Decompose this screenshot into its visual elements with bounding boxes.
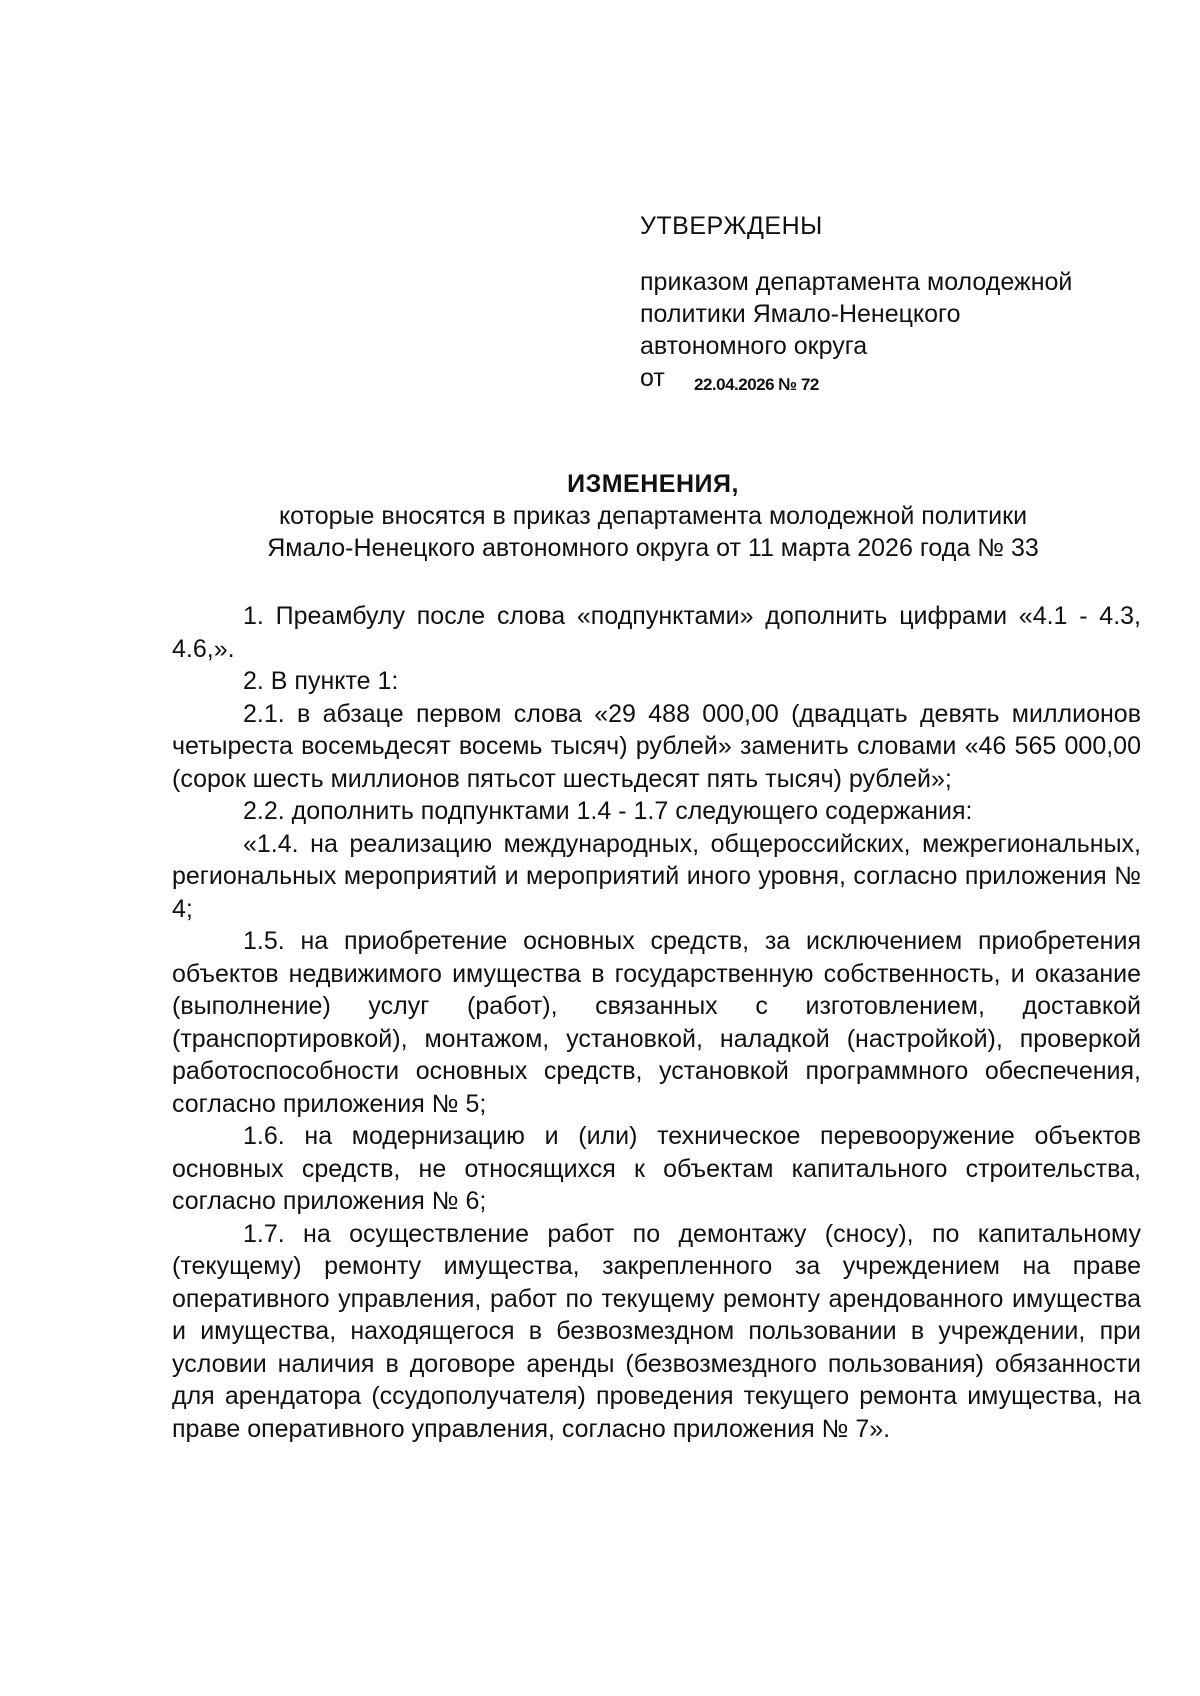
paragraph: 2. В пункте 1: — [243, 667, 399, 695]
paragraph: 2.1. в абзаце первом слова «29 488 000,00 (двадцать девять миллионов четыреста восемьдесят восемь тысяч) рублей» заменить словами «46 565 000,00 (сорок шесть миллионов пятьсот шестьдесят пять тысяч) рублей»; — [172, 699, 1141, 793]
document-body — [172, 600, 1141, 1445]
paragraph: 1. Преамбулу после слова «подпунктами» дополнить цифрами «4.1 - 4.3, 4.6,». — [172, 602, 1141, 663]
approval-line: автономного округа — [640, 332, 868, 360]
paragraph: 1.5. на приобретение основных средств, за исключением приобретения объектов недвижимого имущества в государственную собственность, и оказание (выполнение) услуг (работ), связанных с изготовлением, доставкой (транспортировкой), монтажом, установкой, наладкой (настройкой), проверкой работоспособности основных средств, установкой программного обеспечения, согласно приложения № 5; — [172, 927, 1141, 1118]
paragraph: 1.7. на осуществление работ по демонтажу (сносу), по капитальному (текущему) ремонту имущества, закрепленного за учреждением на праве оперативного управления, работ по текущему ремонту арендованного имущества и имущества, находящегося в безвозмездном пользовании в учреждении, при условии наличия в договоре аренды (безвозмездного пользования) обязанности для арендатора (ссудополучателя) проведения текущего ремонта имущества, на праве оперативного управления, согласно приложения № 7». — [172, 1219, 1141, 1443]
document-title: ИЗМЕНЕНИЯ, — [567, 470, 739, 498]
paragraph: «1.4. на реализацию международных, общероссийских, межрегиональных, региональных мероприятий и мероприятий иного уровня, согласно приложения № 4; — [172, 829, 1141, 923]
document-title-block — [160, 468, 1146, 564]
document-subtitle-line: Ямало-Ненецкого автономного округа от 11 марта 2026 года № 33 — [267, 534, 1039, 562]
approval-heading: УТВЕРЖДЕНЫ — [640, 212, 823, 240]
approval-date-line — [640, 362, 1160, 401]
paragraph: 2.2. дополнить подпунктами 1.4 - 1.7 следующего содержания: — [243, 797, 973, 825]
date-prefix: от — [640, 364, 665, 392]
approval-block — [640, 210, 1160, 401]
approval-line: приказом департамента молодежной — [640, 268, 1073, 296]
document-subtitle-line: которые вносятся в приказ департамента молодежной политики — [278, 502, 1028, 530]
date-stamp: 22.04.2026 № 72 — [694, 375, 819, 394]
approval-line: политики Ямало-Ненецкого — [640, 300, 961, 328]
paragraph: 1.6. на модернизацию и (или) техническое перевооружение объектов основных средств, не относящихся к объектам капитального строительства, согласно приложения № 6; — [172, 1122, 1141, 1215]
